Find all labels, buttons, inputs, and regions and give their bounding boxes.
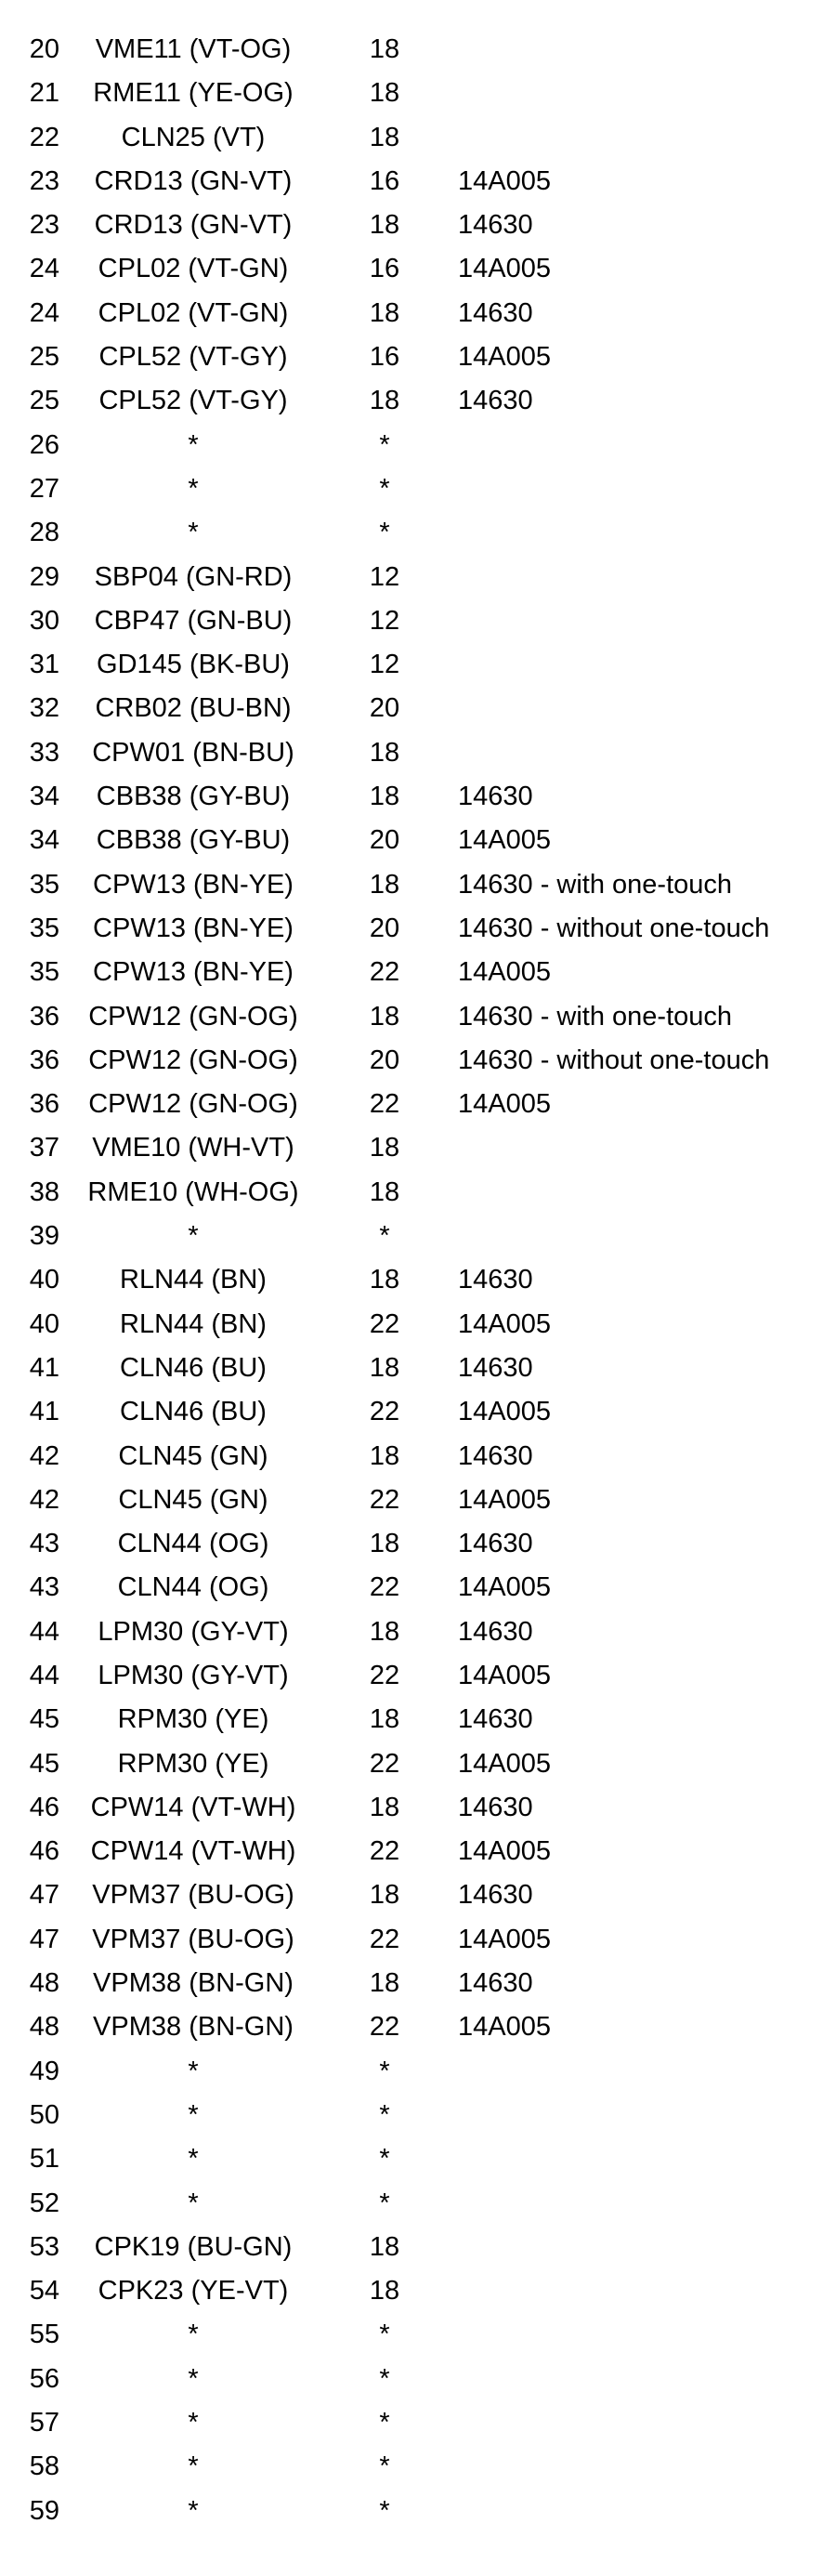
wire-gauge: 18 xyxy=(369,1352,400,1383)
table-row xyxy=(0,424,836,467)
table-row xyxy=(0,2050,836,2094)
circuit-code: CPK23 (YE-VT) xyxy=(98,2276,289,2307)
table-row xyxy=(0,379,836,423)
pin-number: 50 xyxy=(29,2099,59,2130)
part-reference: 14630 xyxy=(458,1704,533,1735)
part-reference: 14A005 xyxy=(458,825,551,856)
table-row xyxy=(0,2094,836,2137)
part-reference: 14A005 xyxy=(458,1484,551,1515)
wire-gauge: 18 xyxy=(369,869,400,900)
table-row xyxy=(0,116,836,160)
pin-number: 35 xyxy=(29,869,59,900)
pin-number: 37 xyxy=(29,1133,59,1163)
circuit-code: CLN46 (BU) xyxy=(120,1397,267,1427)
table-row xyxy=(0,1083,836,1126)
pin-number: 35 xyxy=(29,957,59,988)
part-reference: 14A005 xyxy=(458,1836,551,1867)
circuit-code: VME11 (VT-OG) xyxy=(95,34,292,64)
circuit-code: CPL52 (VT-GY) xyxy=(98,386,288,416)
wire-gauge: 18 xyxy=(369,2231,400,2262)
wire-gauge: * xyxy=(379,2495,390,2526)
part-reference: 14630 xyxy=(458,210,533,241)
part-reference: 14630 xyxy=(458,1792,533,1822)
circuit-code: RPM30 (YE) xyxy=(117,1704,269,1735)
part-reference: 14A005 xyxy=(458,1748,551,1779)
wire-gauge: 18 xyxy=(369,1529,400,1559)
table-row xyxy=(0,467,836,511)
wire-gauge: 12 xyxy=(369,605,400,636)
part-reference: 14A005 xyxy=(458,254,551,284)
wire-gauge: 18 xyxy=(369,1133,400,1163)
part-reference: 14630 - with one-touch xyxy=(458,869,733,900)
table-row xyxy=(0,1390,836,1434)
part-reference: 14A005 xyxy=(458,1089,551,1120)
wire-gauge: * xyxy=(379,2056,390,2086)
table-row xyxy=(0,511,836,555)
wire-gauge: * xyxy=(379,2408,390,2438)
circuit-code: CPK19 (BU-GN) xyxy=(94,2231,293,2262)
pin-number: 31 xyxy=(29,650,59,680)
wire-gauge: * xyxy=(379,1221,390,1252)
pin-number: 26 xyxy=(29,429,59,460)
pin-number: 36 xyxy=(29,1045,59,1075)
wire-gauge: 22 xyxy=(369,1089,400,1120)
part-reference: 14A005 xyxy=(458,1660,551,1690)
circuit-code: CLN44 (OG) xyxy=(117,1572,269,1603)
wire-gauge: 16 xyxy=(369,342,400,373)
wire-gauge: 22 xyxy=(369,1924,400,1954)
pin-number: 41 xyxy=(29,1352,59,1383)
wire-gauge: 22 xyxy=(369,957,400,988)
pin-number: 34 xyxy=(29,825,59,856)
part-reference: 14A005 xyxy=(458,342,551,373)
table-row xyxy=(0,599,836,643)
wire-gauge: 18 xyxy=(369,34,400,64)
part-reference: 14A005 xyxy=(458,1924,551,1954)
wire-gauge: 20 xyxy=(369,1045,400,1075)
part-reference: 14630 xyxy=(458,386,533,416)
table-row xyxy=(0,1918,836,1962)
table-row xyxy=(0,247,836,291)
table-row xyxy=(0,2401,836,2445)
circuit-code: * xyxy=(188,2188,199,2218)
pin-number: 29 xyxy=(29,561,59,592)
table-row xyxy=(0,863,836,907)
pin-number: 59 xyxy=(29,2495,59,2526)
table-row xyxy=(0,643,836,687)
wire-gauge: 18 xyxy=(369,297,400,328)
wire-gauge: 18 xyxy=(369,1265,400,1295)
pin-number: 33 xyxy=(29,737,59,768)
table-row xyxy=(0,1347,836,1390)
part-reference: 14A005 xyxy=(458,165,551,196)
wire-gauge: 18 xyxy=(369,1616,400,1647)
pin-number: 43 xyxy=(29,1572,59,1603)
circuit-code: CPL02 (VT-GN) xyxy=(98,254,289,284)
table-row xyxy=(0,1258,836,1302)
wire-gauge: * xyxy=(379,2099,390,2130)
circuit-code: LPM30 (GY-VT) xyxy=(98,1660,289,1690)
table-row xyxy=(0,1610,836,1654)
wire-gauge: 22 xyxy=(369,1748,400,1779)
circuit-code: CPW12 (GN-OG) xyxy=(88,1045,298,1075)
table-row xyxy=(0,2226,836,2269)
table-row xyxy=(0,1830,836,1873)
circuit-code: CLN45 (GN) xyxy=(118,1484,268,1515)
circuit-code: * xyxy=(188,2099,199,2130)
wire-gauge: 20 xyxy=(369,913,400,943)
circuit-code: RME10 (WH-OG) xyxy=(87,1176,299,1207)
circuit-code: * xyxy=(188,2495,199,2526)
part-reference: 14A005 xyxy=(458,1397,551,1427)
pin-number: 24 xyxy=(29,254,59,284)
part-reference: 14630 - without one-touch xyxy=(458,913,770,943)
wire-gauge: * xyxy=(379,473,390,504)
table-row xyxy=(0,1479,836,1522)
part-reference: 14630 xyxy=(458,1352,533,1383)
table-row xyxy=(0,1522,836,1566)
circuit-code: CRD13 (GN-VT) xyxy=(94,165,293,196)
pin-number: 43 xyxy=(29,1529,59,1559)
table-row xyxy=(0,1126,836,1170)
circuit-code: CLN25 (VT) xyxy=(121,122,266,152)
part-reference: 14A005 xyxy=(458,1572,551,1603)
pin-number: 27 xyxy=(29,473,59,504)
circuit-code: CBB38 (GY-BU) xyxy=(96,825,291,856)
wire-gauge: 16 xyxy=(369,165,400,196)
wire-gauge: 18 xyxy=(369,78,400,109)
pin-number: 41 xyxy=(29,1397,59,1427)
wire-gauge: 16 xyxy=(369,254,400,284)
table-row xyxy=(0,556,836,599)
circuit-code: CBB38 (GY-BU) xyxy=(96,782,291,812)
table-row xyxy=(0,907,836,951)
pin-number: 48 xyxy=(29,2012,59,2043)
pin-number: 34 xyxy=(29,782,59,812)
pin-number: 39 xyxy=(29,1221,59,1252)
circuit-code: CBP47 (GN-BU) xyxy=(94,605,293,636)
table-row xyxy=(0,28,836,72)
circuit-code: * xyxy=(188,473,199,504)
wire-gauge: 22 xyxy=(369,1484,400,1515)
pin-number: 32 xyxy=(29,693,59,724)
circuit-code: RLN44 (BN) xyxy=(120,1265,267,1295)
table-row xyxy=(0,335,836,379)
table-row xyxy=(0,1215,836,1258)
circuit-code: RPM30 (YE) xyxy=(117,1748,269,1779)
pin-number: 47 xyxy=(29,1924,59,1954)
table-row xyxy=(0,1698,836,1741)
part-reference: 14630 - with one-touch xyxy=(458,1001,733,1032)
table-row xyxy=(0,775,836,819)
pin-number: 47 xyxy=(29,1880,59,1911)
circuit-code: CRB02 (BU-BN) xyxy=(95,693,292,724)
pin-number: 22 xyxy=(29,122,59,152)
pin-number: 55 xyxy=(29,2320,59,2350)
circuit-code: CPW14 (VT-WH) xyxy=(90,1792,296,1822)
table-row xyxy=(0,1435,836,1479)
table-row xyxy=(0,2313,836,2357)
table-row xyxy=(0,292,836,335)
circuit-code: * xyxy=(188,1221,199,1252)
circuit-code: * xyxy=(188,2320,199,2350)
wire-gauge: 18 xyxy=(369,1176,400,1207)
pin-number: 42 xyxy=(29,1484,59,1515)
part-reference: 14630 xyxy=(458,1968,533,1999)
table-row xyxy=(0,1171,836,1215)
table-row xyxy=(0,1873,836,1917)
part-reference: 14630 xyxy=(458,1529,533,1559)
wire-gauge: 22 xyxy=(369,1660,400,1690)
wire-gauge: * xyxy=(379,2451,390,2482)
table-row xyxy=(0,2490,836,2533)
circuit-code: CPW12 (GN-OG) xyxy=(88,1089,298,1120)
circuit-code: CPW14 (VT-WH) xyxy=(90,1836,296,1867)
table-row xyxy=(0,1303,836,1347)
wire-gauge: 22 xyxy=(369,2012,400,2043)
wire-gauge: 18 xyxy=(369,1968,400,1999)
circuit-code: SBP04 (GN-RD) xyxy=(94,561,293,592)
wire-gauge: 22 xyxy=(369,1397,400,1427)
table-row xyxy=(0,2269,836,2313)
circuit-code: CLN46 (BU) xyxy=(120,1352,267,1383)
table-row xyxy=(0,72,836,115)
table-row xyxy=(0,951,836,994)
circuit-code: RME11 (YE-OG) xyxy=(93,78,294,109)
circuit-code: * xyxy=(188,518,199,548)
table-row xyxy=(0,2137,836,2181)
circuit-code: CPW01 (BN-BU) xyxy=(92,737,294,768)
circuit-code: CPW12 (GN-OG) xyxy=(88,1001,298,1032)
wire-gauge: 18 xyxy=(369,782,400,812)
part-reference: 14630 xyxy=(458,782,533,812)
pin-number: 52 xyxy=(29,2188,59,2218)
table-row xyxy=(0,160,836,204)
pin-number: 20 xyxy=(29,34,59,64)
part-reference: 14630 - without one-touch xyxy=(458,1045,770,1075)
pin-number: 56 xyxy=(29,2363,59,2394)
circuit-code: * xyxy=(188,429,199,460)
circuit-code: RLN44 (BN) xyxy=(120,1308,267,1339)
table-row xyxy=(0,2182,836,2226)
pin-number: 46 xyxy=(29,1792,59,1822)
wire-gauge: 22 xyxy=(369,1308,400,1339)
pin-number: 54 xyxy=(29,2276,59,2307)
circuit-code: VPM38 (BN-GN) xyxy=(93,1968,294,1999)
circuit-code: * xyxy=(188,2408,199,2438)
pin-number: 40 xyxy=(29,1308,59,1339)
pin-number: 21 xyxy=(29,78,59,109)
wire-gauge: 18 xyxy=(369,122,400,152)
wire-gauge: 18 xyxy=(369,1880,400,1911)
table-row xyxy=(0,2445,836,2489)
pin-number: 25 xyxy=(29,342,59,373)
pin-number: 40 xyxy=(29,1265,59,1295)
wire-gauge: * xyxy=(379,2188,390,2218)
table-row xyxy=(0,204,836,247)
circuit-code: CRD13 (GN-VT) xyxy=(94,210,293,241)
wire-gauge: 12 xyxy=(369,561,400,592)
pin-number: 36 xyxy=(29,1001,59,1032)
wire-gauge: 18 xyxy=(369,1001,400,1032)
wire-gauge: 18 xyxy=(369,1792,400,1822)
wire-gauge: 12 xyxy=(369,650,400,680)
wire-gauge: * xyxy=(379,2363,390,2394)
circuit-code: CLN44 (OG) xyxy=(117,1529,269,1559)
table-row xyxy=(0,819,836,862)
circuit-code: CLN45 (GN) xyxy=(118,1440,268,1471)
wire-gauge: 18 xyxy=(369,737,400,768)
wire-gauge: * xyxy=(379,2144,390,2175)
circuit-code: CPL52 (VT-GY) xyxy=(98,342,288,373)
wire-gauge: 20 xyxy=(369,825,400,856)
pin-number: 45 xyxy=(29,1704,59,1735)
pin-number: 58 xyxy=(29,2451,59,2482)
pin-number: 30 xyxy=(29,605,59,636)
pin-number: 23 xyxy=(29,210,59,241)
circuit-code: VPM38 (BN-GN) xyxy=(93,2012,294,2043)
table-row xyxy=(0,2358,836,2401)
part-reference: 14630 xyxy=(458,1880,533,1911)
pin-number: 42 xyxy=(29,1440,59,1471)
circuit-code: LPM30 (GY-VT) xyxy=(98,1616,289,1647)
circuit-code: CPW13 (BN-YE) xyxy=(93,869,294,900)
table-row xyxy=(0,731,836,775)
pin-number: 44 xyxy=(29,1660,59,1690)
circuit-code: VPM37 (BU-OG) xyxy=(92,1880,294,1911)
pin-number: 57 xyxy=(29,2408,59,2438)
part-reference: 14A005 xyxy=(458,2012,551,2043)
wire-gauge: * xyxy=(379,518,390,548)
part-reference: 14630 xyxy=(458,1265,533,1295)
pin-number: 24 xyxy=(29,297,59,328)
pin-number: 38 xyxy=(29,1176,59,1207)
table-row xyxy=(0,995,836,1039)
table-row xyxy=(0,2005,836,2049)
circuit-code: VME10 (WH-VT) xyxy=(92,1133,294,1163)
pin-number: 48 xyxy=(29,1968,59,1999)
part-reference: 14630 xyxy=(458,1440,533,1471)
circuit-code: * xyxy=(188,2144,199,2175)
pin-number: 28 xyxy=(29,518,59,548)
pin-number: 45 xyxy=(29,1748,59,1779)
part-reference: 14A005 xyxy=(458,1308,551,1339)
table-row xyxy=(0,1654,836,1698)
pin-number: 53 xyxy=(29,2231,59,2262)
circuit-code: GD145 (BK-BU) xyxy=(97,650,290,680)
circuit-code: CPW13 (BN-YE) xyxy=(93,957,294,988)
wire-gauge: 18 xyxy=(369,2276,400,2307)
pin-number: 49 xyxy=(29,2056,59,2086)
pin-number: 46 xyxy=(29,1836,59,1867)
wire-gauge: 18 xyxy=(369,1704,400,1735)
wire-gauge: * xyxy=(379,429,390,460)
circuit-code: * xyxy=(188,2056,199,2086)
wire-gauge: 22 xyxy=(369,1836,400,1867)
circuit-code: * xyxy=(188,2451,199,2482)
wire-gauge: 18 xyxy=(369,210,400,241)
pin-number: 36 xyxy=(29,1089,59,1120)
part-reference: 14630 xyxy=(458,1616,533,1647)
wire-gauge: 22 xyxy=(369,1572,400,1603)
pin-number: 25 xyxy=(29,386,59,416)
pin-number: 35 xyxy=(29,913,59,943)
table-row xyxy=(0,1566,836,1610)
circuit-code: CPL02 (VT-GN) xyxy=(98,297,289,328)
part-reference: 14630 xyxy=(458,297,533,328)
table-row xyxy=(0,687,836,730)
wire-gauge: 18 xyxy=(369,1440,400,1471)
circuit-code: CPW13 (BN-YE) xyxy=(93,913,294,943)
wire-gauge: 18 xyxy=(369,386,400,416)
circuit-code: VPM37 (BU-OG) xyxy=(92,1924,294,1954)
table-row xyxy=(0,1962,836,2005)
table-row xyxy=(0,1039,836,1083)
wire-gauge: 20 xyxy=(369,693,400,724)
wire-gauge: * xyxy=(379,2320,390,2350)
table-row xyxy=(0,1786,836,1830)
table-row xyxy=(0,1742,836,1786)
circuit-code: * xyxy=(188,2363,199,2394)
pin-number: 51 xyxy=(29,2144,59,2175)
pin-number: 44 xyxy=(29,1616,59,1647)
pin-number: 23 xyxy=(29,165,59,196)
part-reference: 14A005 xyxy=(458,957,551,988)
